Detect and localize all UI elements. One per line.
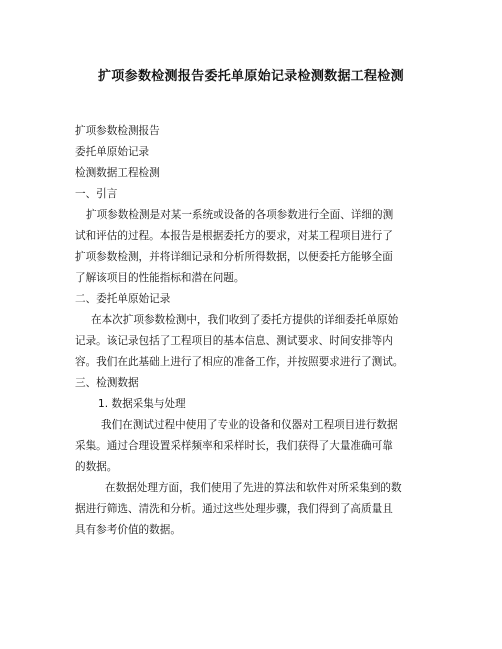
section-heading: 二、委托单原始记录	[75, 293, 171, 305]
intro-line: 委托单原始记录	[75, 146, 150, 158]
paragraph-line: 我们在测试过程中使用了专业的设备和仪器对工程项目进行数据	[101, 419, 398, 431]
section-heading: 一、引言	[75, 188, 118, 200]
paragraph-line: 在数据处理方面，我们使用了先进的算法和软件对所采集到的数	[105, 482, 402, 494]
paragraph-line: 扩项参数检测是对某一系统或设备的各项参数进行全面、详细的测	[86, 209, 394, 221]
paragraph-line: 试和评估的过程。本报告是根据委托方的要求，对某工程项目进行了	[75, 230, 393, 242]
paragraph-line: 采集。通过合理设置采样频率和采样时长，我们获得了大量准确可靠	[75, 440, 393, 452]
paragraph-line: 具有参考价值的数据。	[75, 524, 181, 536]
paragraph-line: 了解该项目的性能指标和潜在问题。	[75, 272, 245, 284]
section-heading: 三、检测数据	[75, 377, 139, 389]
paragraph-line: 的数据。	[75, 461, 118, 473]
paragraph-line: 容。我们在此基础上进行了相应的准备工作，并按照要求进行了测试。	[75, 356, 404, 368]
paragraph-line: 据进行筛选、清洗和分析。通过这些处理步骤，我们得到了高质量且	[75, 503, 393, 515]
page-title: 扩项参数检测报告委托单原始记录检测数据工程检测	[98, 69, 404, 84]
paragraph-line: 扩项参数检测，并将详细记录和分析所得数据，以便委托方能够全面	[75, 251, 393, 263]
subsection-heading: 1. 数据采集与处理	[98, 398, 186, 410]
intro-line: 检测数据工程检测	[75, 167, 160, 179]
intro-line: 扩项参数检测报告	[75, 125, 160, 137]
paragraph-line: 在本次扩项参数检测中，我们收到了委托方提供的详细委托单原始	[91, 314, 399, 326]
paragraph-line: 记录。该记录包括了工程项目的基本信息、测试要求、时间安排等内	[75, 335, 393, 347]
